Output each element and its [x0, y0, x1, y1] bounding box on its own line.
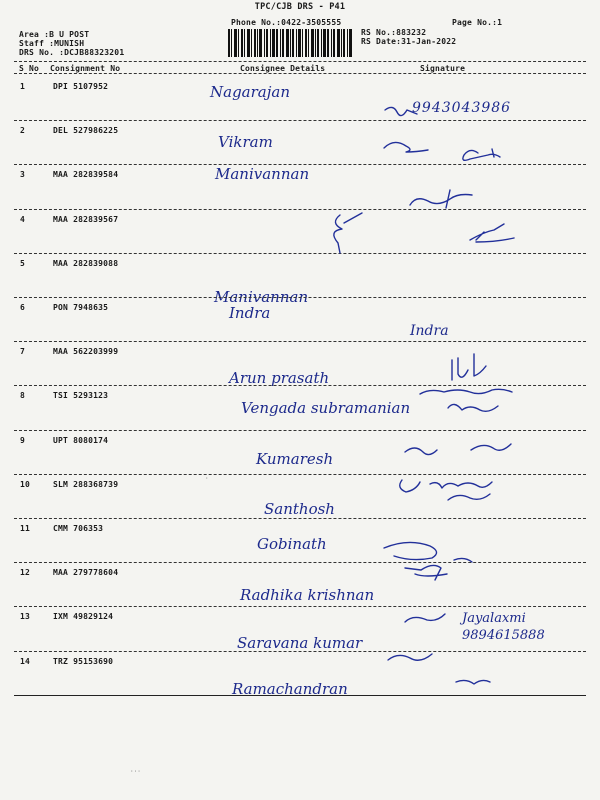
row-consignment-number: TRZ 95153690 — [53, 656, 114, 666]
row-serial-number: 11 — [20, 524, 31, 533]
row-serial-number: 10 — [20, 479, 31, 489]
consignee-name-handwritten: Manivannan — [215, 165, 310, 184]
consignee-name-handwritten: Nagarajan — [210, 83, 290, 101]
row-consignment-number: SLM 288368739 — [53, 479, 119, 489]
consignee-name-handwritten: Saravana kumar — [237, 634, 363, 653]
row-consignment-number: MAA 282839584 — [53, 170, 119, 180]
row-serial-number: 6 — [20, 303, 26, 312]
row-serial-number: 14 — [20, 656, 31, 666]
drs-number: DRS No. :DCJB88323201 — [19, 48, 125, 57]
row-consignment-number: PON 7948635 — [53, 303, 109, 312]
page-number: Page No.:1 — [452, 18, 503, 27]
consignee-name-handwritten: Kumaresh — [256, 449, 334, 468]
consignee-name-handwritten: Vengada subramanian — [241, 399, 411, 418]
rs-date: RS Date:31-Jan-2022 — [361, 37, 457, 46]
signature-note-handwritten: Indra — [410, 323, 449, 339]
staff-label: Staff :MUNISH — [19, 39, 85, 48]
column-sno: S No — [19, 64, 40, 73]
row-serial-number: 13 — [20, 612, 31, 622]
row-serial-number: 2 — [20, 126, 26, 136]
signature-note-handwritten: Jayalaxmi 9894615888 — [462, 611, 545, 644]
sheet-title: TPC/CJB DRS - P41 — [254, 2, 346, 12]
row-consignment-number: UPT 8080174 — [53, 435, 109, 445]
phone-number: Phone No.:0422-3505555 — [231, 18, 342, 27]
column-signature: Signature — [420, 64, 466, 73]
row-serial-number: 5 — [20, 258, 26, 268]
row-serial-number: 4 — [20, 214, 26, 224]
area-label: Area :B U POST — [19, 30, 90, 39]
consignee-name-handwritten: Vikram — [218, 133, 273, 152]
row-serial-number: 8 — [20, 391, 26, 401]
signature-note-handwritten: 9943043986 — [412, 100, 512, 116]
consignee-name-handwritten: Gobinath — [257, 535, 327, 553]
column-consignee: Consignee Details — [240, 64, 326, 73]
row-consignment-number: DPI 5107952 — [53, 82, 109, 91]
row-serial-number: 12 — [20, 568, 31, 578]
row-consignment-number: MAA 282839088 — [53, 258, 119, 268]
row-consignment-number: MAA 562203999 — [53, 347, 119, 357]
scan-speck: · — [205, 475, 209, 482]
column-consignment: Consignment No — [50, 64, 121, 73]
row-consignment-number: DEL 527986225 — [53, 126, 119, 136]
row-consignment-number: MAA 282839567 — [53, 214, 119, 224]
row-serial-number: 3 — [20, 170, 26, 180]
row-consignment-number: IXM 49829124 — [53, 612, 114, 622]
row-serial-number: 1 — [20, 82, 26, 91]
consignee-name-handwritten: Indra — [229, 304, 271, 322]
row-consignment-number: CMM 706353 — [53, 524, 104, 533]
consignee-name-handwritten: Santhosh — [264, 499, 335, 518]
scan-speck: ··· — [130, 768, 141, 775]
row-serial-number: 7 — [20, 347, 26, 357]
consignee-name-handwritten: Radhika krishnan — [240, 586, 375, 605]
consignee-name-handwritten: Manivannan — [214, 287, 309, 306]
consignee-name-handwritten: Arun prasath — [229, 369, 330, 388]
rs-number: RS No.:883232 — [361, 28, 427, 37]
row-serial-number: 9 — [20, 435, 26, 445]
row-consignment-number: MAA 279778604 — [53, 568, 119, 578]
row-consignment-number: TSI 5293123 — [53, 391, 109, 401]
consignee-name-handwritten: Ramachandran — [232, 679, 348, 698]
